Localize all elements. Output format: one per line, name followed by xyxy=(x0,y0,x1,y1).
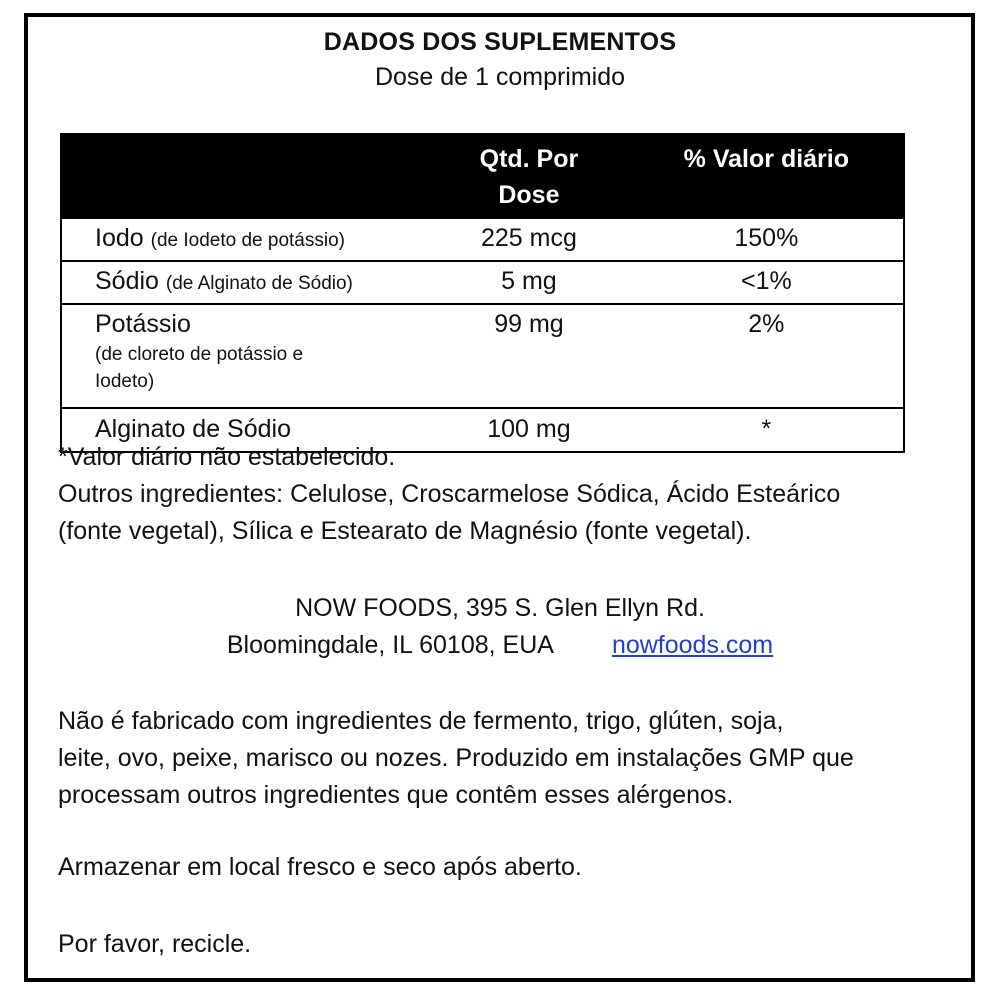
table-row xyxy=(61,261,904,304)
table-row xyxy=(61,218,904,261)
nutrient-name: Potássio xyxy=(95,310,191,338)
storage-instructions: Armazenar em local fresco e seco após aberto. xyxy=(58,853,582,881)
nutrient-daily-value: * xyxy=(630,408,904,452)
allergen-statement xyxy=(58,703,854,814)
nutrient-amount: 225 mcg xyxy=(428,218,630,261)
nutrient-name-cell xyxy=(61,218,428,261)
address-line1: NOW FOODS, 395 S. Glen Ellyn Rd. xyxy=(295,594,705,622)
allergen-line2: leite, ovo, peixe, marisco ou nozes. Produzido em instalações GMP que xyxy=(58,744,854,772)
recycle-note: Por favor, recicle. xyxy=(58,930,252,958)
nutrient-daily-value: 150% xyxy=(630,218,904,261)
serving-size: Dose de 1 comprimido xyxy=(374,63,626,91)
daily-value-footnote: *Valor diário não estabelecido. xyxy=(58,443,396,471)
header-blank-cell xyxy=(61,134,428,218)
nutrient-daily-value: 2% xyxy=(630,304,904,408)
nutrient-amount: 5 mg xyxy=(428,261,630,304)
nutrient-amount: 100 mg xyxy=(428,408,630,452)
nutrient-amount: 99 mg xyxy=(428,304,630,408)
supplement-facts-table xyxy=(60,133,905,453)
other-ingredients-line2: (fonte vegetal), Sílica e Estearato de Magnésio (fonte vegetal). xyxy=(58,517,752,545)
other-ingredients-line1: Outros ingredientes: Celulose, Croscarmelose Sódica, Ácido Esteárico xyxy=(58,480,841,508)
label-title: DADOS DOS SUPLEMENTOS xyxy=(323,28,677,56)
address-line2: Bloomingdale, IL 60108, EUA xyxy=(226,631,554,659)
address-line2-row xyxy=(0,627,1000,664)
header-amount-line1: Qtd. Por xyxy=(479,145,579,173)
nutrient-source: (de Iodeto de potássio) xyxy=(150,230,345,251)
manufacturer-address xyxy=(0,590,1000,664)
allergen-line3: processam outros ingredientes que contêm esses alérgenos. xyxy=(58,781,734,809)
table-row xyxy=(61,304,904,408)
nutrient-name: Alginato de Sódio xyxy=(95,415,291,443)
table-header-row xyxy=(61,134,904,218)
nutrient-name: Iodo xyxy=(95,224,144,252)
header-amount-line2: Dose xyxy=(498,181,560,209)
nutrient-source-line1: (de cloreto de potássio e xyxy=(95,344,304,365)
nutrient-name-cell xyxy=(61,304,428,408)
nutrient-source: (de Alginato de Sódio) xyxy=(165,273,353,294)
nutrient-daily-value: <1% xyxy=(630,261,904,304)
allergen-line1: Não é fabricado com ingredientes de fermento, trigo, glúten, soja, xyxy=(58,707,784,735)
nutrient-source-line2: Iodeto) xyxy=(95,371,155,392)
header-daily-value: % Valor diário xyxy=(630,134,904,218)
nutrient-name-cell xyxy=(61,261,428,304)
other-ingredients xyxy=(58,476,840,550)
nutrient-name: Sódio xyxy=(95,267,159,295)
website-link[interactable]: nowfoods.com xyxy=(611,631,774,659)
header-amount-per-serving xyxy=(428,134,630,218)
